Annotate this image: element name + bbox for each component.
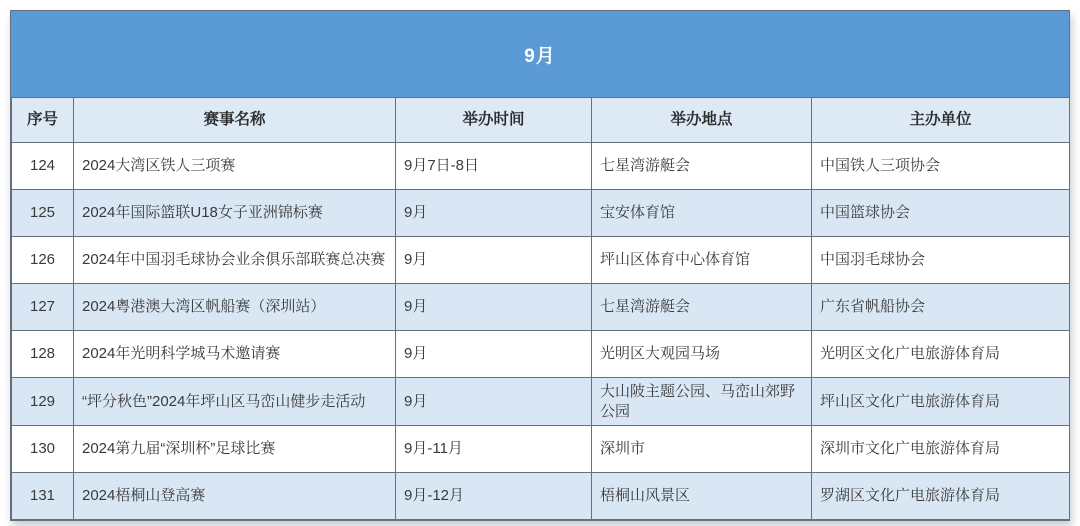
cell-venue: 光明区大观园马场 [592,331,812,378]
table-row [12,284,1070,331]
cell-venue: 深圳市 [592,426,812,473]
cell-date: 9月7日-8日 [396,143,592,190]
cell-organizer: 光明区文化广电旅游体育局 [812,331,1070,378]
table-row [12,143,1070,190]
cell-index: 128 [12,331,74,378]
table-row [12,190,1070,237]
cell-index: 127 [12,284,74,331]
cell-organizer: 中国羽毛球协会 [812,237,1070,284]
cell-event-name: 2024年国际篮联U18女子亚洲锦标赛 [74,190,396,237]
cell-date: 9月 [396,331,592,378]
cell-event-name: “坪分秋色”2024年坪山区马峦山健步走活动 [74,378,396,426]
cell-index: 126 [12,237,74,284]
column-header-date: 举办时间 [396,98,592,143]
column-header-index: 序号 [12,98,74,143]
cell-venue: 坪山区体育中心体育馆 [592,237,812,284]
column-header-organizer: 主办单位 [812,98,1070,143]
column-header-event: 赛事名称 [74,98,396,143]
cell-event-name: 2024梧桐山登高赛 [74,473,396,520]
header-row [12,98,1070,143]
cell-venue: 大山陂主题公园、马峦山郊野公园 [592,378,812,426]
cell-date: 9月 [396,190,592,237]
cell-date: 9月-11月 [396,426,592,473]
cell-event-name: 2024粤港澳大湾区帆船赛（深圳站） [74,284,396,331]
cell-date: 9月 [396,378,592,426]
cell-organizer: 中国铁人三项协会 [812,143,1070,190]
column-header-venue: 举办地点 [592,98,812,143]
cell-venue: 宝安体育馆 [592,190,812,237]
cell-index: 125 [12,190,74,237]
cell-date: 9月 [396,284,592,331]
table-row [12,331,1070,378]
cell-index: 124 [12,143,74,190]
cell-index: 131 [12,473,74,520]
table-row [12,473,1070,520]
cell-organizer: 坪山区文化广电旅游体育局 [812,378,1070,426]
cell-date: 9月-12月 [396,473,592,520]
table-header [12,98,1070,143]
september-events-table [10,10,1070,521]
cell-organizer: 广东省帆船协会 [812,284,1070,331]
cell-index: 130 [12,426,74,473]
events-table [11,97,1070,520]
table-row [12,378,1070,426]
cell-organizer: 罗湖区文化广电旅游体育局 [812,473,1070,520]
cell-event-name: 2024第九届“深圳杯”足球比赛 [74,426,396,473]
cell-venue: 梧桐山风景区 [592,473,812,520]
cell-venue: 七星湾游艇会 [592,284,812,331]
cell-date: 9月 [396,237,592,284]
table-body [12,143,1070,520]
table-row [12,426,1070,473]
cell-index: 129 [12,378,74,426]
cell-event-name: 2024年光明科学城马术邀请赛 [74,331,396,378]
cell-organizer: 深圳市文化广电旅游体育局 [812,426,1070,473]
table-title-bar [11,11,1069,97]
cell-organizer: 中国篮球协会 [812,190,1070,237]
table-row [12,237,1070,284]
month-title: 9月 [524,45,556,67]
cell-event-name: 2024年中国羽毛球协会业余俱乐部联赛总决赛 [74,237,396,284]
cell-venue: 七星湾游艇会 [592,143,812,190]
cell-event-name: 2024大湾区铁人三项赛 [74,143,396,190]
